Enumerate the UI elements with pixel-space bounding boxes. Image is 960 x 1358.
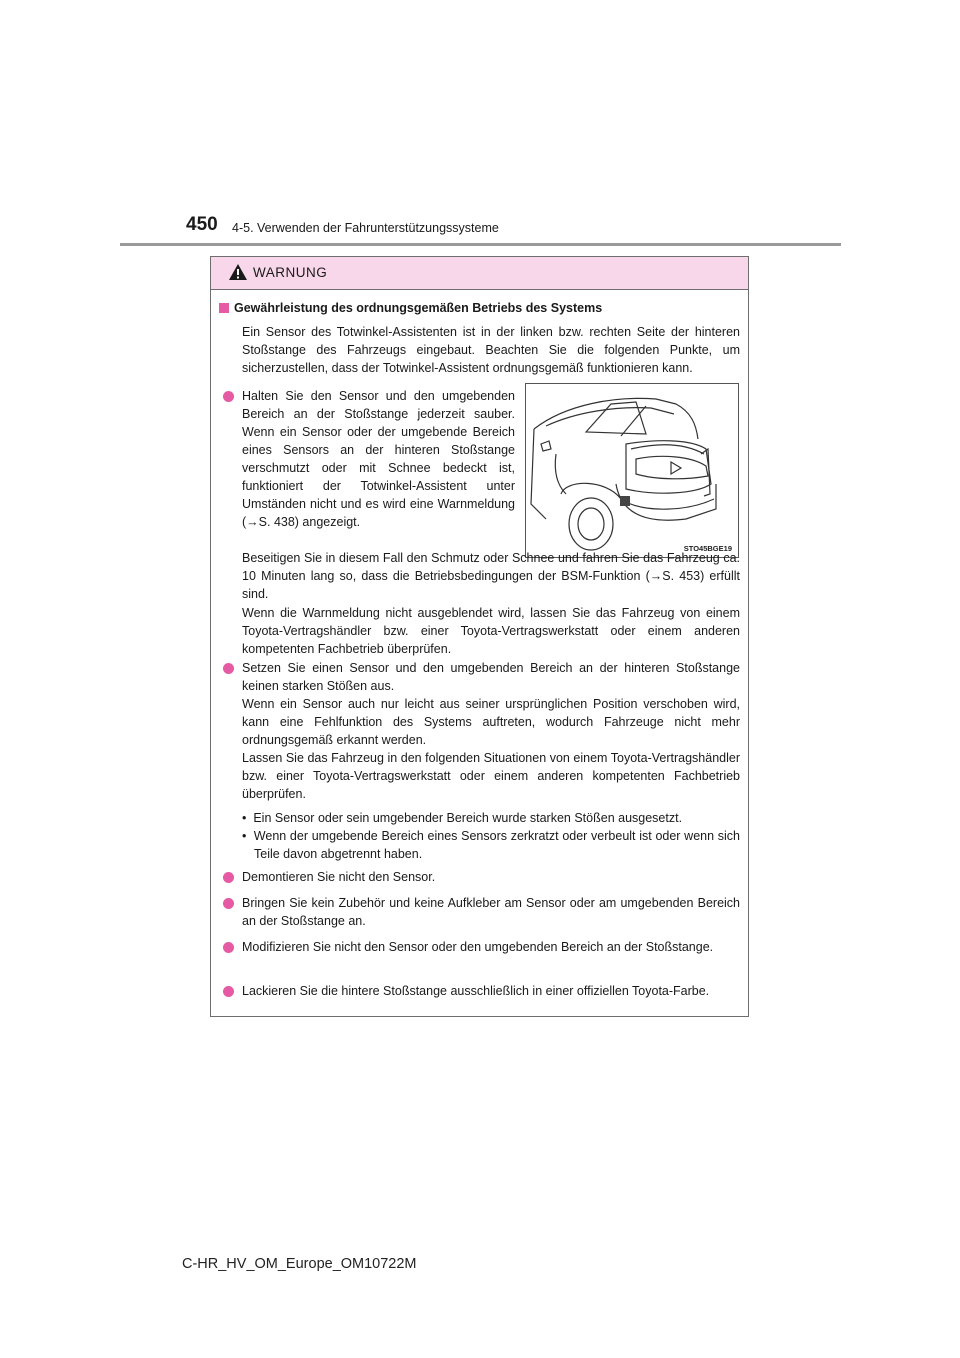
bullet-dot-icon xyxy=(223,872,234,883)
bullet-dot-icon xyxy=(223,663,234,674)
car-rear-illustration xyxy=(525,383,739,558)
bullet-dot-icon xyxy=(223,898,234,909)
sub-bullet-damage-text: Wenn der umgebende Bereich eines Sensors zerkratzt oder verbeult ist oder wenn sich Teile davon abgetrennt haben. xyxy=(253,829,740,861)
bullet-dot-icon xyxy=(223,391,234,402)
heading-text: Gewährleistung des ordnungsgemäßen Betriebs des Systems xyxy=(234,301,603,315)
sub-bullet-impact: • Ein Sensor oder sein umgebender Bereich wurde starken Stößen ausgesetzt. xyxy=(242,811,683,825)
bullet-dot-icon xyxy=(223,986,234,997)
bullet-no-disassembly: Demontieren Sie nicht den Sensor. xyxy=(242,870,436,884)
square-marker-icon xyxy=(219,303,229,313)
bullet-paint: Lackieren Sie die hintere Stoßstange ausschließlich in einer offiziellen Toyota-Farbe. xyxy=(242,984,710,998)
section-title: 4-5. Verwenden der Fahrunterstützungssysteme xyxy=(232,221,499,235)
bullet-sensor-clean-p2: Beseitigen Sie in diesem Fall den Schmutz oder Schnee und fahren Sie das Fahrzeug ca. 10 Minuten lang so, dass die Betriebsbedingungen der BSM-Funktion (→S. 453) erfüllt sind. xyxy=(242,551,740,601)
bullet-sensor-clean: Halten Sie den Sensor und den umgebenden Bereich an der Stoßstange jederzeit sauber. Wenn ein Sensor oder der umgebende Bereich eines Sensors an der hinteren Stoßstange verschmutzt oder mit Schnee bedeckt ist, funktioniert der Totwinkel-Assistent unter Umständen nicht und es wird eine Warnmeldung (→S. 438) angezeigt. xyxy=(242,389,515,529)
bullet-no-accessories: Bringen Sie kein Zubehör und keine Aufkleber am Sensor oder am umgebenden Bereich an der Stoßstange an. xyxy=(242,896,740,928)
bullet-no-modify: Modifizieren Sie nicht den Sensor oder den umgebenden Bereich an der Stoßstange. xyxy=(242,940,714,954)
figure-code: STO45BGE19 xyxy=(683,544,732,553)
bullet-dot-icon xyxy=(223,942,234,953)
warning-label: WARNUNG xyxy=(253,265,328,280)
bullet-no-impacts-p2: Wenn ein Sensor auch nur leicht aus seiner ursprünglichen Position verschoben wird, kann eine Fehlfunktion des Systems auftreten, wodurch Fahrzeuge nicht mehr ordnungsgemäß erkannt werden. xyxy=(242,697,740,747)
header-rule xyxy=(120,243,841,246)
warning-heading xyxy=(219,301,602,315)
warning-box xyxy=(210,256,749,1017)
bullet-no-impacts: Setzen Sie einen Sensor und den umgebenden Bereich an der hinteren Stoßstange keinen starken Stößen aus. xyxy=(242,661,740,693)
warning-triangle-icon xyxy=(228,263,248,281)
sub-bullet-impact-text: Ein Sensor oder sein umgebender Bereich wurde starken Stößen ausgesetzt. xyxy=(253,811,683,825)
bullet-sensor-clean-p3: Wenn die Warnmeldung nicht ausgeblendet wird, lassen Sie das Fahrzeug von einem Toyota-Vertragshändler bzw. einer Toyota-Vertragswerkstatt oder einem anderen kompetenten Fachbetrieb überprüfen. xyxy=(242,606,740,656)
intro-paragraph: Ein Sensor des Totwinkel-Assistenten ist in der linken bzw. rechten Seite der hinteren Stoßstange des Fahrzeugs eingebaut. Beachten Sie die folgenden Punkte, um sicherzustellen, dass der Totwinkel-Assistent ordnungsgemäß funktionieren kann. xyxy=(242,325,740,375)
bullet-no-impacts-p3: Lassen Sie das Fahrzeug in den folgenden Situationen von einem Toyota-Vertragshändler bzw. einer Toyota-Vertragswerkstatt oder einem anderen kompetenten Fachbetrieb überprüfen. xyxy=(242,751,740,801)
car-rear-drawing xyxy=(526,384,738,557)
document-footer: C-HR_HV_OM_Europe_OM10722M xyxy=(182,1256,417,1272)
sub-bullet-damage: • Wenn der umgebende Bereich eines Sensors zerkratzt oder verbeult ist oder wenn sich Teile davon abgetrennt haben. xyxy=(242,829,740,861)
warning-header xyxy=(211,257,748,290)
page-number: 450 xyxy=(186,214,218,235)
